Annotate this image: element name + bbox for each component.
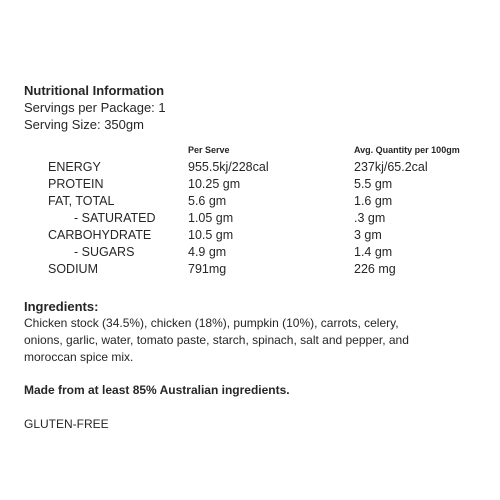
table-row bbox=[48, 227, 464, 244]
table-row bbox=[48, 159, 464, 176]
header-per-serve: Per Serve bbox=[188, 145, 230, 155]
table-row bbox=[48, 210, 464, 227]
nutrient-name: SODIUM bbox=[48, 262, 98, 276]
nutrient-per-100g: 1.6 gm bbox=[354, 194, 393, 208]
servings-per-package: Servings per Package: 1 bbox=[24, 100, 166, 115]
nutrient-name: - SUGARS bbox=[74, 245, 135, 259]
header-per-100g: Avg. Quantity per 100gm bbox=[354, 145, 460, 155]
nutrient-per-serve: 5.6 gm bbox=[188, 194, 227, 208]
ingredients-heading: Ingredients: bbox=[24, 299, 99, 314]
origin-statement: Made from at least 85% Australian ingredients. bbox=[24, 383, 290, 397]
nutrient-per-100g: 5.5 gm bbox=[354, 177, 393, 191]
ingredients-section bbox=[24, 298, 474, 366]
table-row bbox=[48, 176, 464, 193]
table-row bbox=[48, 261, 464, 278]
nutrient-per-serve: 10.25 gm bbox=[188, 177, 241, 191]
dietary-note: GLUTEN-FREE bbox=[24, 417, 109, 431]
nutrient-per-serve: 955.5kj/228cal bbox=[188, 160, 269, 174]
nutrient-name: CARBOHYDRATE bbox=[48, 228, 152, 242]
nutrient-per-serve: 791mg bbox=[188, 262, 227, 276]
nutrition-heading: Nutritional Information bbox=[24, 83, 165, 98]
nutrient-name: FAT, TOTAL bbox=[48, 194, 115, 208]
nutrient-per-100g: 1.4 gm bbox=[354, 245, 393, 259]
nutrient-per-serve: 1.05 gm bbox=[188, 211, 234, 225]
header-blank bbox=[48, 145, 188, 159]
table-header-row bbox=[48, 145, 464, 159]
table-row bbox=[48, 193, 464, 210]
nutrition-panel bbox=[24, 82, 474, 433]
nutrient-per-100g: 237kj/65.2cal bbox=[354, 160, 428, 174]
nutrient-per-serve: 10.5 gm bbox=[188, 228, 234, 242]
ingredients-list: Chicken stock (34.5%), chicken (18%), pumpkin (10%), carrots, celery, onions, garlic, water, tomato paste, starch, spinach, salt and pepper, and moroccan spice mix. bbox=[24, 316, 409, 364]
table-row bbox=[48, 244, 464, 261]
nutrient-name: ENERGY bbox=[48, 160, 101, 174]
nutrient-per-serve: 4.9 gm bbox=[188, 245, 227, 259]
nutrient-per-100g: .3 gm bbox=[354, 211, 386, 225]
serving-size: Serving Size: 350gm bbox=[24, 117, 144, 132]
nutrient-per-100g: 3 gm bbox=[354, 228, 382, 242]
nutrition-table bbox=[48, 145, 464, 278]
nutrient-name: - SATURATED bbox=[74, 211, 156, 225]
nutrient-name: PROTEIN bbox=[48, 177, 104, 191]
nutrient-per-100g: 226 mg bbox=[354, 262, 396, 276]
